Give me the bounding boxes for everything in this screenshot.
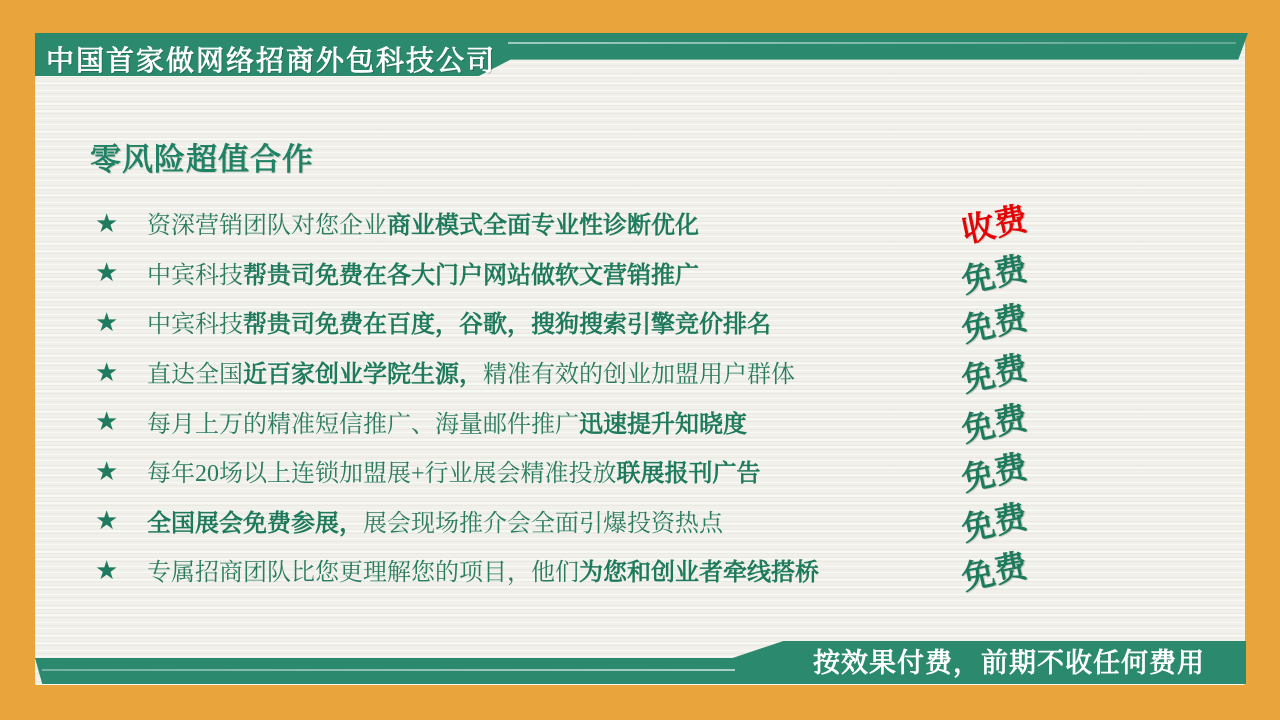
list-item (95, 198, 1060, 251)
text-segment: 直达全国 (147, 362, 243, 389)
text-segment-bold: 近百家创业学院生源， (243, 362, 483, 389)
list-item-text (147, 453, 928, 488)
text-segment-bold: 商业模式全面专业性诊断优化 (387, 213, 699, 240)
fee-badge: 免费 (958, 499, 1031, 549)
text-segment: 中宾科技 (147, 312, 243, 339)
list-item-text (147, 205, 928, 240)
star-icon: ★ (95, 257, 119, 288)
list-item (95, 396, 1060, 450)
list-item (95, 248, 1060, 301)
text-segment-bold: 联展报刊广告 (616, 461, 761, 488)
fee-badge: 收费 (958, 201, 1031, 251)
star-icon: ★ (95, 455, 119, 486)
list-item (95, 496, 1060, 549)
star-icon: ★ (95, 356, 119, 387)
list-item (95, 545, 1060, 598)
fee-badge: 免费 (958, 251, 1031, 301)
top-banner-accent-line (508, 42, 1236, 44)
list-item-text (147, 304, 928, 339)
text-segment: 中宾科技 (147, 262, 243, 289)
star-icon: ★ (95, 554, 119, 585)
text-segment-bold: 为您和创业者牵线搭桥 (579, 560, 819, 587)
text-segment-bold: 迅速提升知晓度 (579, 411, 747, 438)
fee-badge: 免费 (958, 350, 1031, 400)
list-item-text (147, 354, 928, 389)
footer-slogan: 按效果付费，前期不收任何费用 (813, 648, 1205, 678)
star-icon: ★ (95, 406, 119, 437)
text-segment: 每年20场以上连锁加盟展+行业展会精准投放 (147, 461, 617, 488)
benefit-list (95, 198, 1060, 598)
star-icon: ★ (95, 207, 119, 238)
star-icon: ★ (95, 306, 119, 337)
list-item (95, 297, 1060, 350)
text-segment-bold: 帮贵司免费在各大门户网站做软文营销推广 (243, 262, 699, 289)
text-segment: 资深营销团队对您企业 (147, 213, 387, 240)
fee-badge: 免费 (958, 300, 1031, 350)
list-item-text (147, 255, 928, 290)
fee-badge: 免费 (958, 400, 1031, 450)
text-segment: 每月上万的精准短信推广、海量邮件推广 (147, 411, 579, 438)
list-item-text (147, 552, 928, 587)
list-item-text (147, 404, 928, 439)
fee-badge: 免费 (958, 449, 1031, 499)
text-segment-bold: 全国展会免费参展， (147, 510, 363, 537)
list-item (95, 446, 1060, 499)
page-title: 零风险超值合作 (90, 142, 314, 177)
list-item-text (147, 503, 928, 538)
text-segment-bold: 帮贵司免费在百度，谷歌，搜狗搜索引擎竞价排名 (243, 312, 771, 339)
fee-badge: 免费 (958, 548, 1031, 598)
company-tagline: 中国首家做网络招商外包科技公司 (46, 45, 497, 76)
text-segment: 展会现场推介会全面引爆投资热点 (363, 510, 723, 537)
text-segment: 精准有效的创业加盟用户群体 (483, 362, 795, 389)
star-icon: ★ (95, 505, 119, 536)
text-segment: 专属招商团队比您更理解您的项目，他们 (147, 560, 579, 587)
list-item (95, 347, 1060, 400)
bottom-banner-accent-line (42, 669, 735, 671)
